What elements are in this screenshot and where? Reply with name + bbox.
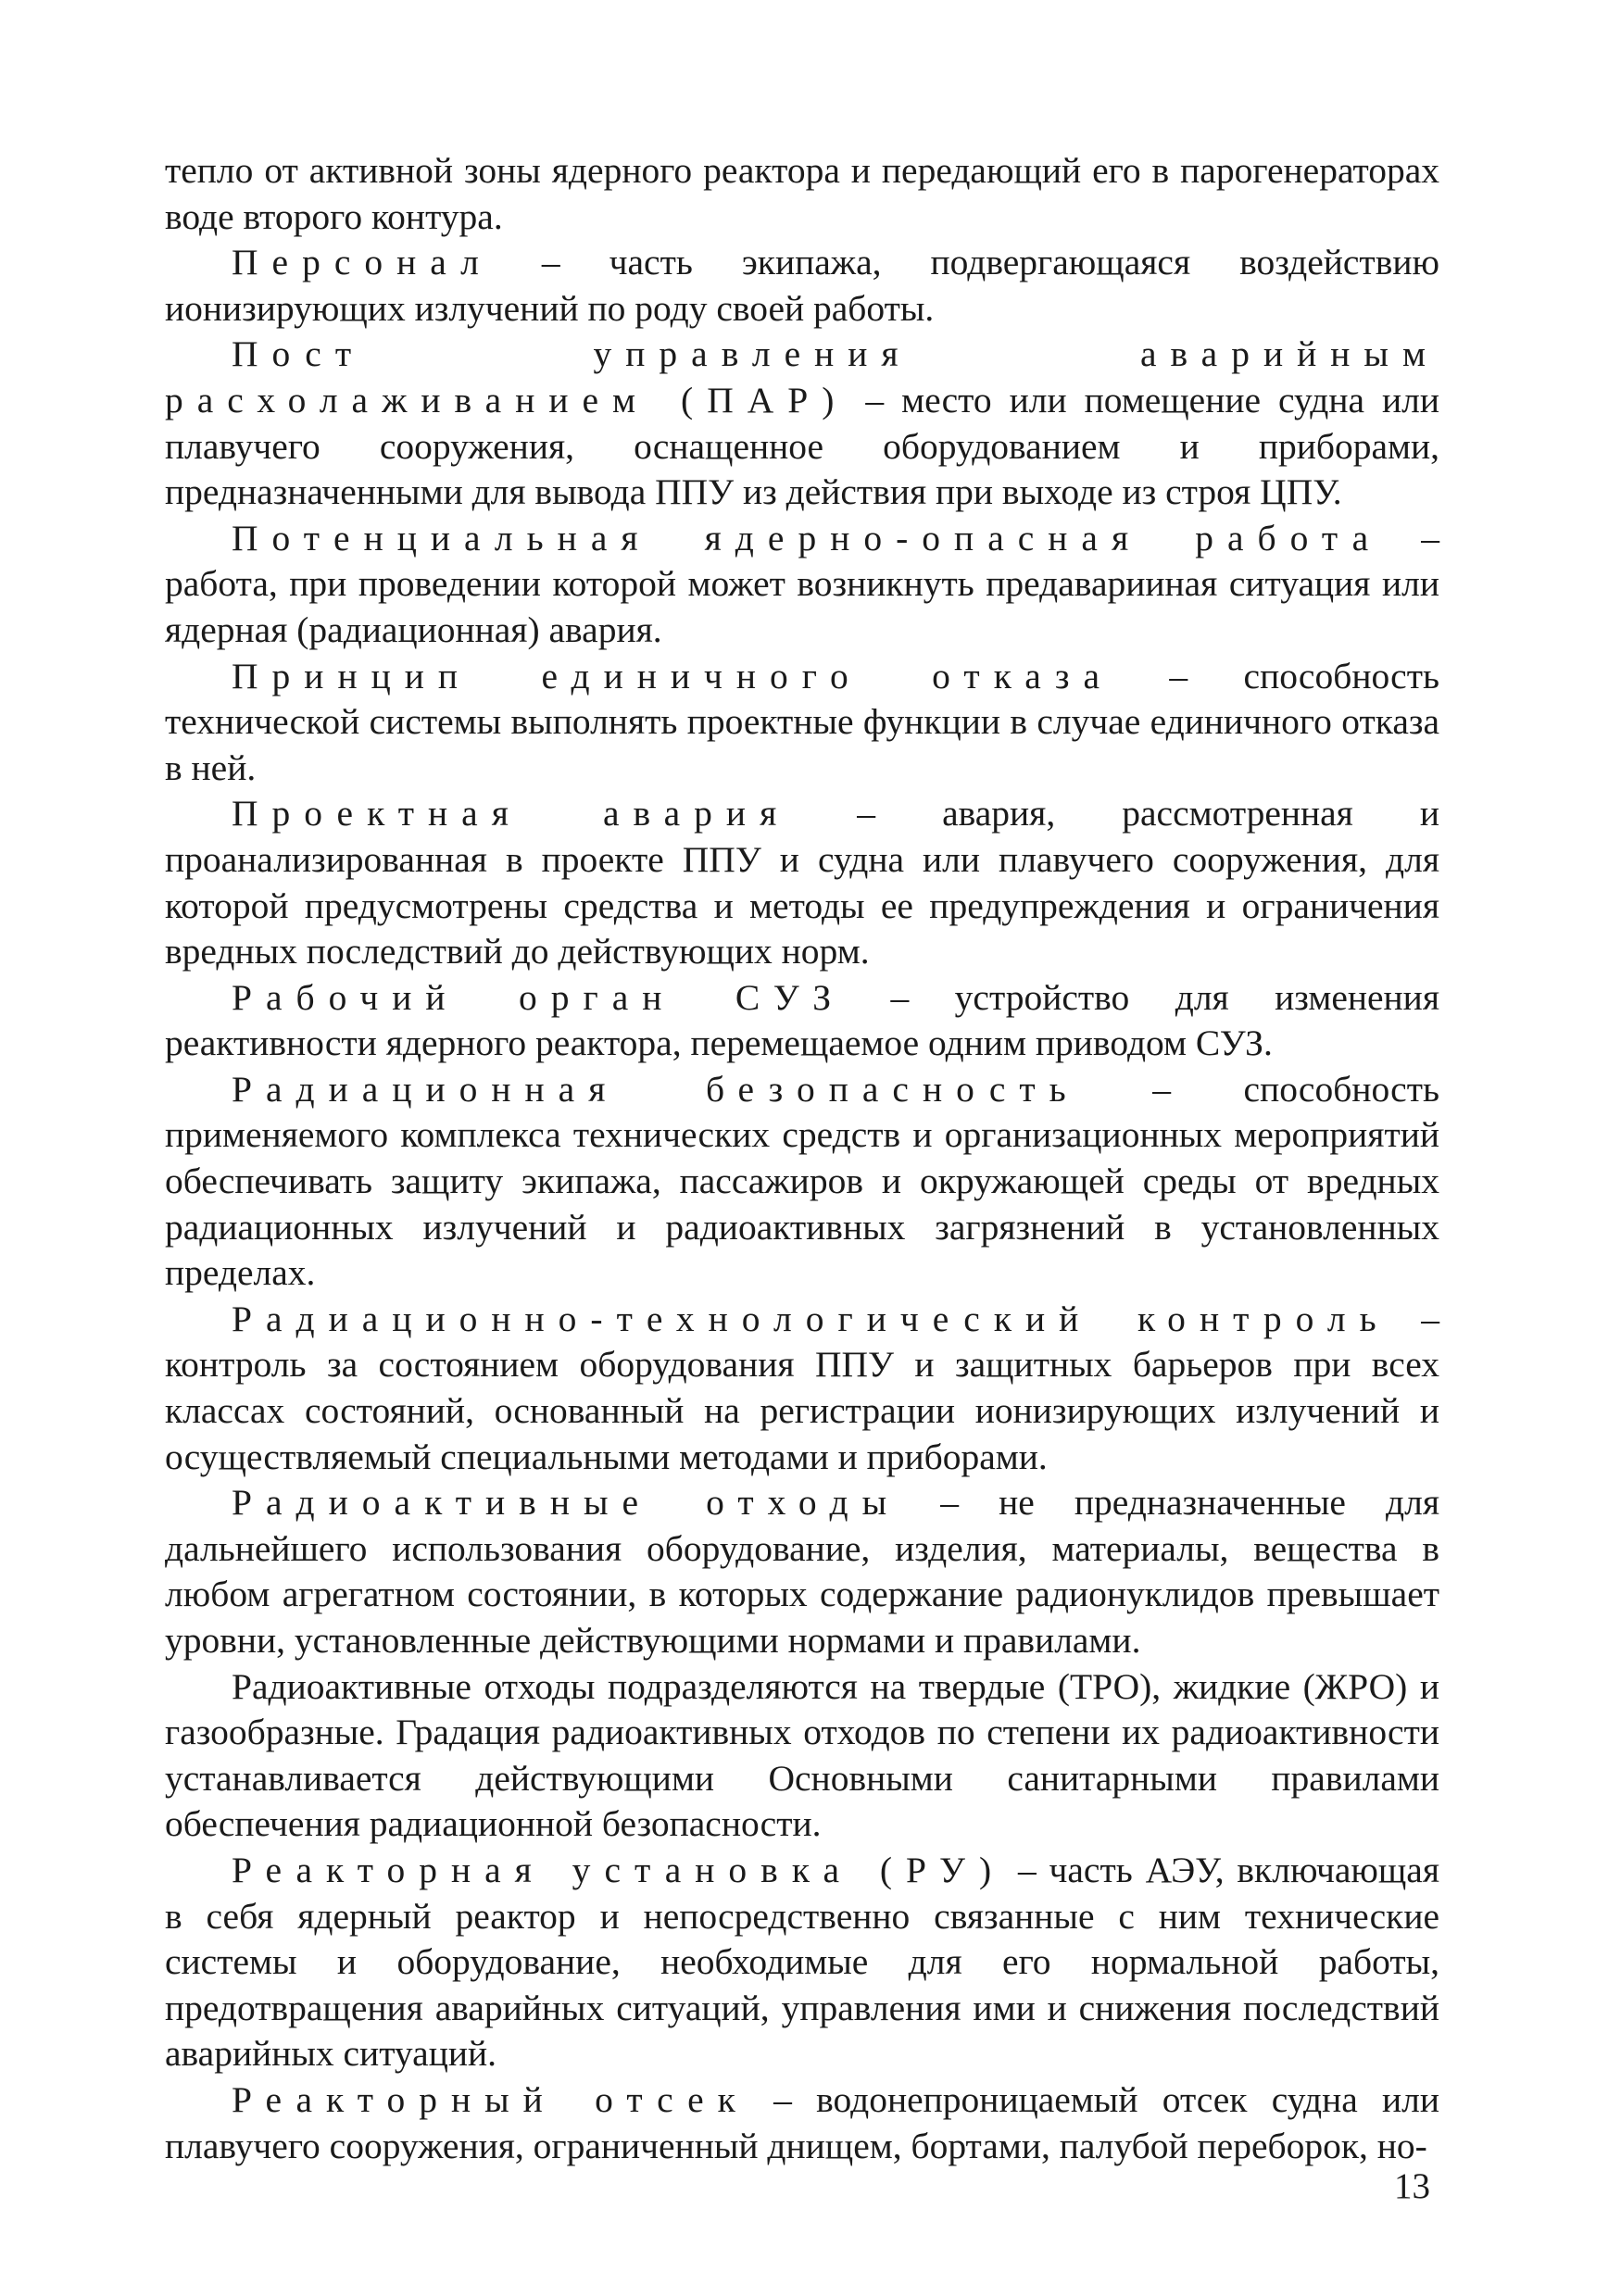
- definition-radiation-process-control: Радиационно-технологический контроль – контроль за состоянием оборудования ППУ и защитных барьеров при всех классах состояний, основанный на регистрации ионизирующих излучений и осуществляемый специальными методами и приборами.: [165, 1298, 1439, 1477]
- term: Потенциальная ядерно-опасная работа: [232, 517, 1383, 558]
- definition-text: контроль за состоянием оборудования ППУ и защитных барьеров при всех классах состояний, основанный на регистрации ионизирующих излучений и осуществляемый специальными методами и приборами.: [165, 1344, 1439, 1477]
- definition-personnel: Персонал – часть экипажа, подвергающаяся воздействию ионизирующих излучений по роду своей работы.: [165, 242, 1439, 329]
- definition-text: способность применяемого комплекса технических средств и организационных мероприятий обеспечивать защиту экипажа, пассажиров и окружающей среды от вредных радиационных излучений и радиоактивных загрязнений в установленных пределах.: [165, 1068, 1439, 1294]
- term: Радиоактивные отходы: [232, 1482, 901, 1524]
- paragraph-waste-classification: [165, 1664, 1439, 1848]
- definition-text: часть АЭУ, включающая в себя ядерный реактор и непосредственно связанные с ним технические системы и оборудование, необходимые для его нормальной работы, предотвращения аварийных ситуаций, управления ими и снижения последствий аварийных ситуаций.: [165, 1849, 1439, 2075]
- term: Реакторная установка (РУ): [232, 1849, 1006, 1890]
- definition-emergency-cooldown-post: Пост управления аварийным расхолаживанием (ПАР) – место или помещение судна или плавучего сооружения, оснащенное оборудованием и приборами, предназначенными для вывода ППУ из действия при выходе из строя ЦПУ.: [165, 333, 1439, 513]
- definition-text: устройство для изменения реактивности ядерного реактора, перемещаемое одним приводом СУЗ.: [165, 976, 1439, 1064]
- term: Принцип единичного отказа: [232, 655, 1113, 696]
- paragraph-text: тепло от активной зоны ядерного реактора и передающий его в парогенераторах воде второго контура.: [165, 150, 1439, 237]
- paragraph-text: Радиоактивные отходы подразделяются на твердые (ТРО), жидкие (ЖРО) и газообразные. Градация радиоактивных отходов по степени их радиоактивности устанавливается действующими Основными санитарными правилами обеспечения радиационной безопасности.: [165, 1665, 1439, 1845]
- definition-radioactive-waste: Радиоактивные отходы – не предназначенные для дальнейшего использования оборудование, изделия, материалы, вещества в любом агрегатном состоянии, в которых содержание радионуклидов превышает уровни, установленные действующими нормами и правилами.: [165, 1482, 1439, 1661]
- page-number: 13: [1394, 2166, 1430, 2206]
- definition-radiation-safety: Радиационная безопасность – способность применяемого комплекса технических средств и организационных мероприятий обеспечивать защиту экипажа, пассажиров и окружающей среды от вредных радиационных излучений и радиоактивных загрязнений в установленных пределах.: [165, 1068, 1439, 1294]
- term: Проектная авария: [232, 793, 791, 834]
- term: Персонал: [232, 242, 493, 283]
- paragraph-continuation: [165, 148, 1439, 240]
- term: Радиационно-технологический контроль: [232, 1298, 1390, 1339]
- definition-nuclear-hazardous-work: Потенциальная ядерно-опасная работа – работа, при проведении которой может возникнуть предаварииная ситуация или ядерная (радиационная) авария.: [165, 517, 1439, 650]
- definition-design-basis-accident: Проектная авария – авария, рассмотренная и проанализированная в проекте ППУ и судна или плавучего сооружения, для которой предусмотрены средства и методы ее предупреждения и ограничения вредных последствий до действующих норм.: [165, 793, 1440, 972]
- definition-single-failure: Принцип единичного отказа – способность технической системы выполнять проектные функции в случае единичного отказа в ней.: [165, 655, 1439, 788]
- term: Рабочий орган СУЗ: [232, 976, 845, 1018]
- definition-text: способность технической системы выполнять проектные функции в случае единичного отказа в ней.: [165, 655, 1439, 788]
- definition-text: авария, рассмотренная и проанализированная в проекте ППУ и судна или плавучего сооружения, для которой предусмотрены средства и методы ее предупреждения и ограничения вредных последствий до действующих норм.: [165, 793, 1440, 972]
- term: Пост управления аварийным расхолаживанием (ПАР): [165, 333, 1439, 420]
- definition-text: место или помещение судна или плавучего сооружения, оснащенное оборудованием и приборами, предназначенными для вывода ППУ из действия при выходе из строя ЦПУ.: [165, 379, 1439, 513]
- definition-control-rod: Рабочий орган СУЗ – устройство для изменения реактивности ядерного реактора, перемещаемое одним приводом СУЗ.: [165, 976, 1439, 1064]
- definition-reactor-plant: Реакторная установка (РУ) – часть АЭУ, включающая в себя ядерный реактор и непосредственно связанные с ним технические системы и оборудование, необходимые для его нормальной работы, предотвращения аварийных ситуаций, управления ими и снижения последствий аварийных ситуаций.: [165, 1849, 1439, 2075]
- definition-text: работа, при проведении которой может возникнуть предаварииная ситуация или ядерная (радиационная) авария.: [165, 563, 1439, 650]
- definition-text: часть экипажа, подвергающаяся воздействию ионизирующих излучений по роду своей работы.: [165, 242, 1439, 329]
- definition-reactor-compartment: Реакторный отсек – водонепроницаемый отсек судна или плавучего сооружения, ограниченный днищем, бортами, палубой переборок, но-: [165, 2078, 1440, 2166]
- body-text: [165, 148, 1439, 2169]
- definition-text: водонепроницаемый отсек судна или плавучего сооружения, ограниченный днищем, бортами, палубой переборок, но-: [165, 2078, 1440, 2166]
- definition-text: не предназначенные для дальнейшего использования оборудование, изделия, материалы, вещества в любом агрегатном состоянии, в которых содержание радионуклидов превышает уровни, установленные действующими нормами и правилами.: [165, 1482, 1439, 1661]
- term: Реакторный отсек: [232, 2078, 749, 2120]
- term: Радиационная безопасность: [232, 1068, 1080, 1110]
